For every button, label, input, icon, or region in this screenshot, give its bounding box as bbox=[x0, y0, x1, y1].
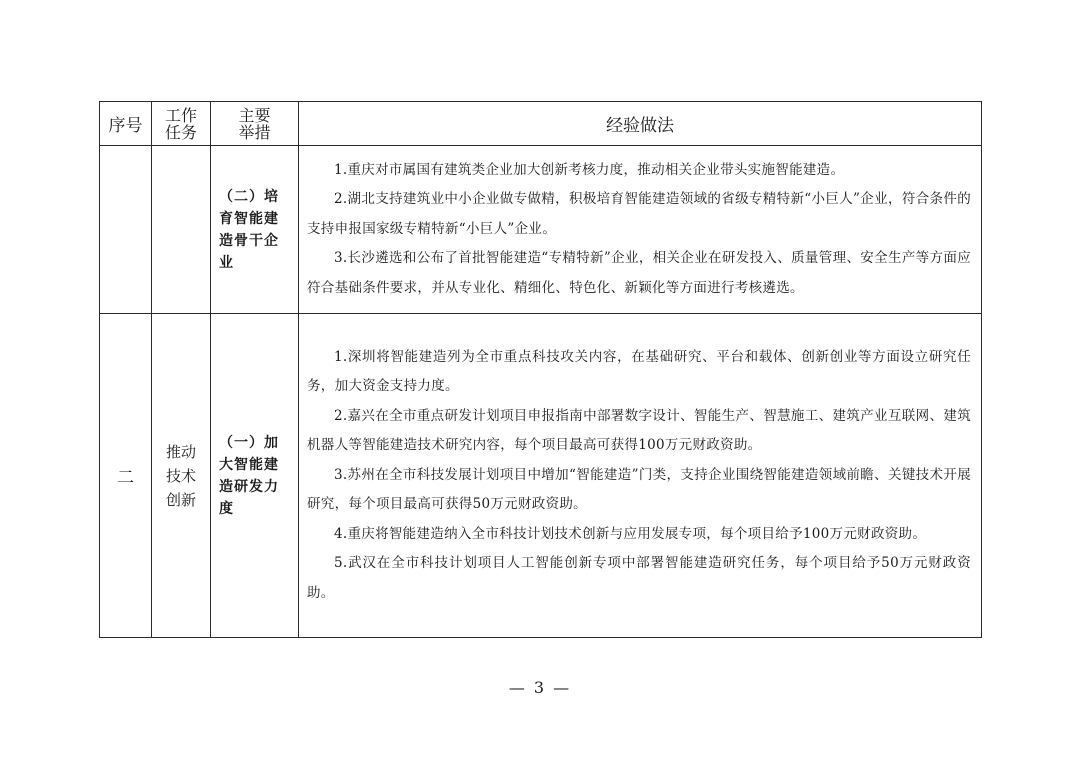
row-measure-cell bbox=[211, 146, 299, 314]
measure-line: 育智能建 bbox=[219, 210, 279, 227]
row-seq-cell: 二 bbox=[100, 314, 152, 638]
page-number: — 3 — bbox=[508, 678, 572, 697]
measure-line: （一）加 bbox=[219, 434, 279, 451]
task-line: 创新 bbox=[165, 490, 196, 509]
measure-line: 造骨干企 bbox=[219, 232, 279, 249]
experience-item: 3.苏州在全市科技发展计划项目中增加“智能建造”门类，支持企业围绕智能建造领域前瞻、关键技术开展研究，每个项目最高可获得50万元财政资助。 bbox=[307, 466, 971, 513]
header-measure-line2: 举措 bbox=[238, 122, 271, 142]
experience-item: 1.深圳将智能建造列为全市重点科技攻关内容，在基础研究、平台和载体、创新创业等方面设立研究任务，加大资金支持力度。 bbox=[307, 348, 971, 395]
experience-item: 5.武汉在全市科技计划项目人工智能创新专项中部署智能建造研究任务，每个项目给予50万元财政资助。 bbox=[307, 555, 971, 601]
measure-line: 大智能建 bbox=[219, 456, 279, 473]
header-measure-line1: 主要 bbox=[238, 105, 271, 125]
task-line: 推动 bbox=[165, 442, 196, 461]
row-seq-cell bbox=[100, 146, 152, 314]
header-task-line2: 任务 bbox=[164, 122, 197, 142]
measure-line: 造研发力 bbox=[219, 478, 279, 495]
row-experience-cell bbox=[299, 146, 982, 314]
table-header-row bbox=[100, 102, 982, 146]
measure-line: 度 bbox=[219, 500, 234, 517]
header-seq: 序号 bbox=[100, 102, 152, 146]
experience-item: 2.嘉兴在全市重点研发计划项目申报指南中部署数字设计、智能生产、智慧施工、建筑产业互联网、建筑机器人等智能建造技术研究内容，每个项目最高可获得100万元财政资助。 bbox=[307, 407, 971, 454]
row-task-cell bbox=[152, 314, 211, 638]
experience-item: 2.湖北支持建筑业中小企业做专做精，积极培育智能建造领域的省级专精特新“小巨人”企业，符合条件的支持申报国家级专精特新“小巨人”企业。 bbox=[307, 191, 971, 237]
table-row bbox=[100, 146, 982, 314]
row-measure-cell bbox=[211, 314, 299, 638]
measure-line: （二）培 bbox=[219, 188, 279, 205]
header-task-line1: 工作 bbox=[164, 105, 197, 125]
header-task bbox=[152, 102, 211, 146]
experience-item: 1.重庆对市属国有建筑类企业加大创新考核力度，推动相关企业带头实施智能建造。 bbox=[334, 161, 845, 178]
row-experience-cell bbox=[299, 314, 982, 638]
row-task-cell bbox=[152, 146, 211, 314]
task-line: 技术 bbox=[165, 466, 196, 485]
header-measure bbox=[211, 102, 299, 146]
measure-line: 业 bbox=[219, 254, 234, 271]
experience-table bbox=[99, 101, 982, 638]
experience-item: 3.长沙遴选和公布了首批智能建造“专精特新”企业，相关企业在研发投入、质量管理、安全生产等方面应符合基础条件要求，并从专业化、精细化、特色化、新颖化等方面进行考核遴选。 bbox=[307, 250, 971, 296]
header-experience: 经验做法 bbox=[299, 102, 982, 146]
table-row bbox=[100, 314, 982, 638]
experience-item: 4.重庆将智能建造纳入全市科技计划技术创新与应用发展专项，每个项目给予100万元财政资助。 bbox=[334, 525, 927, 542]
